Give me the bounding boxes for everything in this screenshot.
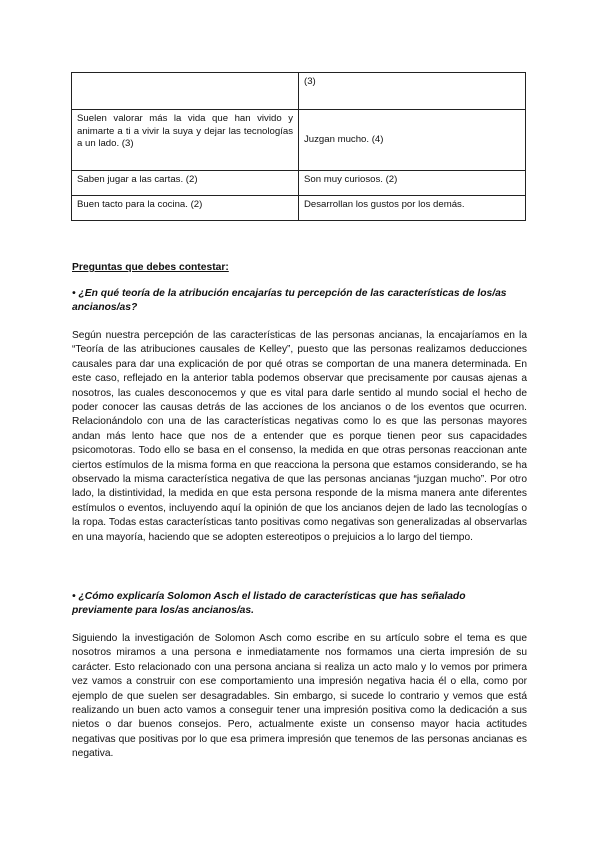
answer-1: Según nuestra percepción de las características de las personas ancianas, la encajaríamos en la “Teoría de las atribuciones causales de Kelley”, puesto que las personas realizamos deducciones causales para dar una explicación de por qué otras se comportan de una manera determinada. En este caso, reflejado en la anterior tabla podemos observar que precisamente por causas ajenas a nosotros, las cuales desconocemos y que es vital para darle sentido al mundo social el hecho de poder conocer las causas detrás de las acciones de los ancianos o de los eventos que ocurren. Relacionándolo con una de las características negativas como lo es que las personas mayores andan más lento hace que nos de a entender que es porque tienen peor sus capacidades psicomotoras. Todo ello se basa en el consenso, la medida en que otras personas reaccionan ante ciertos estímulos de la misma forma en que reacciona la persona que estamos considerando, se ha observado la misma característica negativa de que las personas ancianas “juzgan mucho”. Por otro lado, la distintividad, la medida en que esta persona responde de la misma manera ante diferentes estímulos o eventos, incluyendo aquí la opinión de que los ancianos dejen de lado las tecnologías o la ropa. Todas estas características tanto positivas como negativas son generalizadas al observarlas en una mayoría, haciendo que se adopten estereotipos o prejuicios a lo largo del tiempo. xyxy=(72,330,527,543)
section-title: Preguntas que debes contestar: xyxy=(72,262,229,273)
table-cell-right: Desarrollan los gustos por los demás. xyxy=(299,196,526,221)
table-cell-right: (3) xyxy=(299,73,526,110)
table-cell-left xyxy=(72,73,299,110)
traits-table xyxy=(71,72,526,221)
table-row xyxy=(72,73,526,110)
question-2: • ¿Cómo explicaría Solomon Asch el listado de características que has señalado previamente para los/as ancianos/as. xyxy=(72,591,466,616)
table-cell-left: Suelen valorar más la vida que han vivido y animarte a ti a vivir la suya y dejar las tecnologías a un lado. (3) xyxy=(72,110,299,171)
question-1: • ¿En qué teoría de la atribución encajarías tu percepción de las características de los/as ancianos/as? xyxy=(72,288,507,313)
table-cell-left: Saben jugar a las cartas. (2) xyxy=(72,171,299,196)
table-row xyxy=(72,110,526,171)
table-row xyxy=(72,196,526,221)
answer-2: Siguiendo la investigación de Solomon Asch como escribe en su artículo sobre el tema es que nosotros miramos a una persona e inmediatamente nos formamos una cierta impresión de su carácter. Esto relacionado con una persona anciana si realiza un acto malo y lo vemos por primera vez vamos a construir con ese comportamiento una impresión negativa hacia él o ella, como por ejemplo de que suelen ser desagradables. Sin embargo, si sucede lo contrario y vemos que está realizando un buen acto vamos a conseguir tener una impresión positiva como la dedicación a sus nietos o dar buenos consejos. Pero, actualmente existe un consenso mayor hacia actitudes negativas que positivas por lo que esa primera impresión que tenemos de las personas ancianas es negativa. xyxy=(72,633,527,760)
table-cell-right: Son muy curiosos. (2) xyxy=(299,171,526,196)
table-row xyxy=(72,171,526,196)
table-cell-right: Juzgan mucho. (4) xyxy=(299,110,526,171)
table-cell-left: Buen tacto para la cocina. (2) xyxy=(72,196,299,221)
